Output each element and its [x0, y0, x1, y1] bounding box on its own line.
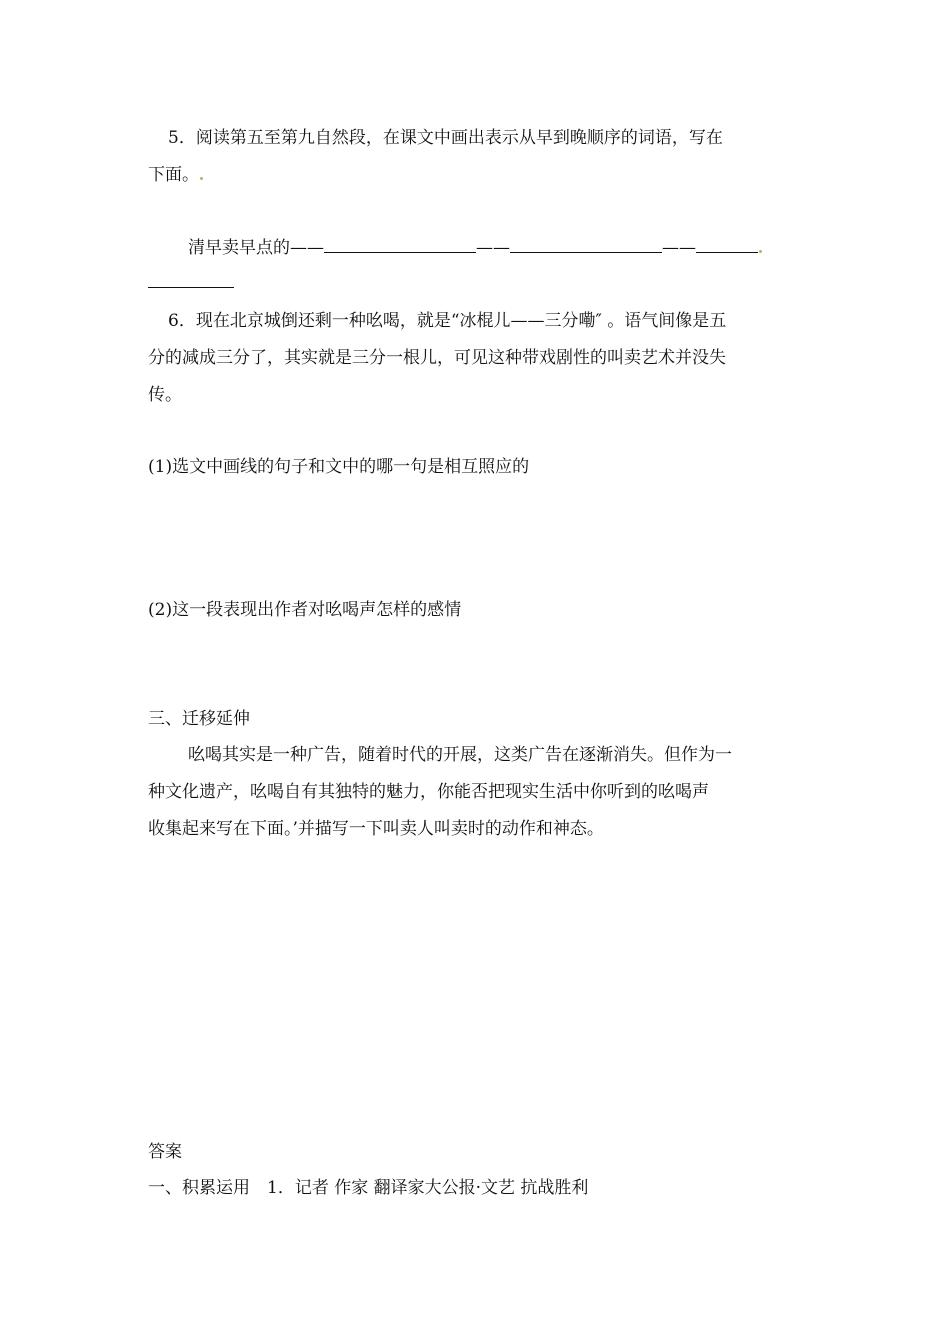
question-5-line-1: 5．阅读第五至第九自然段，在课文中画出表示从早到晚顺序的词语，写在 [168, 128, 723, 148]
question-6-line-2: 分的减成三分了，其实就是三分一根儿，可见这种带戏剧性的叫卖艺术并没失 [148, 348, 726, 368]
question-6-line-3: 传。 [148, 385, 182, 405]
answers-heading: 答案 [148, 1142, 182, 1162]
edit-mark-icon [759, 250, 762, 253]
fill-in-continuation [148, 272, 234, 294]
answers-line-1: 一、积累运用 1．记者 作家 翻译家大公报·文艺 抗战胜利 [148, 1178, 589, 1198]
answer-blank-2[interactable] [510, 238, 662, 253]
fill-lead-text: 清早卖早点的—— [188, 238, 324, 258]
question-5-line-2 [148, 164, 203, 186]
question-5-line-2-text: 下面。 [148, 165, 199, 185]
fill-in-line [188, 237, 762, 259]
section-3-line-3: 收集起来写在下面。’并描写一下叫卖人叫卖时的动作和神态。 [148, 819, 604, 839]
fill-dash-2: —— [662, 238, 696, 258]
question-6-sub-1: (1)选文中画线的句子和文中的哪一句是相互照应的 [148, 457, 530, 477]
section-3-line-2: 种文化遗产，吆喝自有其独特的魅力，你能否把现实生活中你听到的吆喝声 [148, 782, 709, 802]
answer-blank-1[interactable] [324, 238, 476, 253]
fill-dash-1: —— [476, 238, 510, 258]
answer-blank-3[interactable] [696, 238, 758, 253]
question-6-line-1: 6．现在北京城倒还剩一种吆喝，就是“冰棍儿——三分嘞″ 。语气间像是五 [168, 311, 727, 331]
edit-mark-icon [200, 177, 203, 180]
section-3-line-1: 吆喝其实是一种广告，随着时代的开展，这类广告在逐渐消失。但作为一 [188, 745, 732, 765]
answer-blank-4[interactable] [148, 273, 234, 288]
question-6-sub-2: (2)这一段表现出作者对吆喝声怎样的感情 [148, 600, 462, 620]
section-3-heading: 三、迁移延伸 [148, 709, 250, 729]
